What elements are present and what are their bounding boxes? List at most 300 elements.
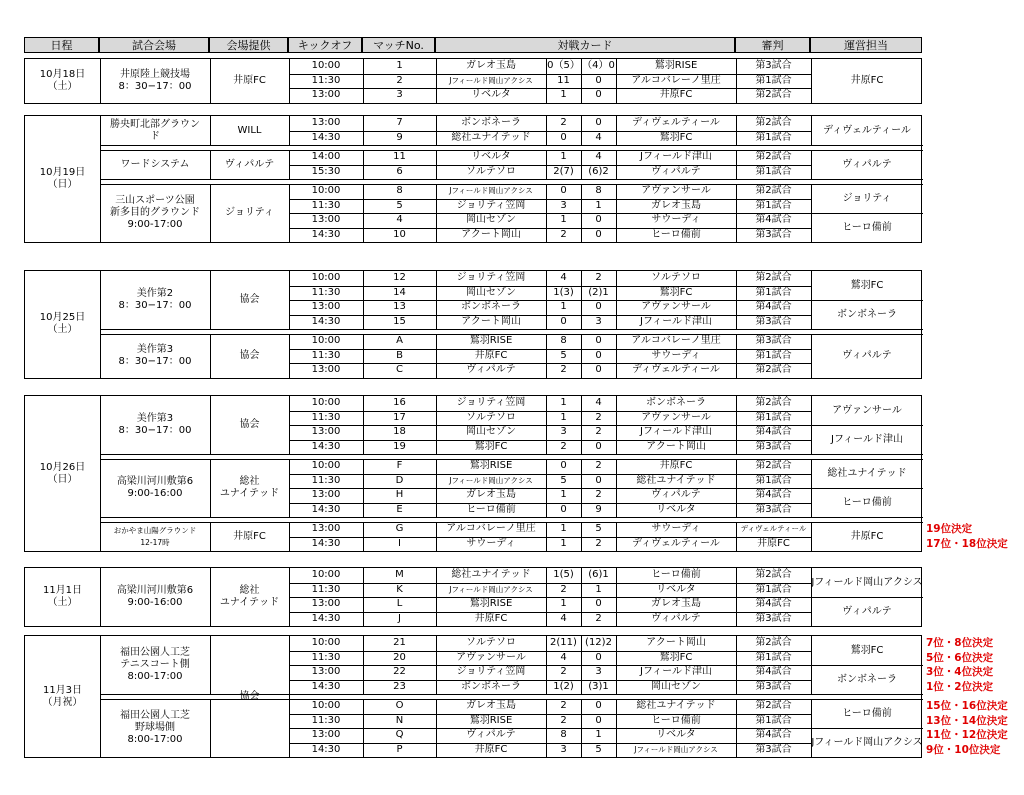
column-divider (363, 150, 364, 179)
column-divider (616, 568, 617, 626)
match-date: 10月25日 （土） (39, 312, 86, 336)
away-score: 0 (595, 89, 602, 101)
column-divider (363, 116, 364, 145)
column-divider (581, 522, 582, 551)
column-divider (616, 522, 617, 551)
column-divider (210, 522, 211, 551)
row-divider (289, 743, 811, 744)
away-team: 鷲羽FC (659, 651, 693, 663)
home-team: ソルテソロ (466, 165, 516, 177)
column-divider (289, 184, 290, 242)
row-divider (811, 665, 923, 666)
kickoff-time: 13:00 (311, 523, 341, 535)
match-number: 20 (393, 651, 406, 663)
away-score: 0 (595, 714, 602, 726)
match-venue: 美作第2 8：30−17：00 (118, 288, 192, 311)
column-divider (363, 184, 364, 242)
home-score: 1 (560, 523, 567, 535)
column-divider (289, 636, 290, 757)
match-number: 8 (396, 185, 403, 197)
placement-note: 15位・16位決定 (926, 700, 1008, 712)
referee-assignment: 第2試合 (755, 89, 792, 101)
home-team: 岡山セゾン (466, 286, 516, 298)
referee-assignment: 第2試合 (755, 460, 792, 472)
home-team: Jフィールド岡山アクシス (449, 584, 533, 594)
match-venue: 美作第3 8：30−17：00 (118, 413, 192, 436)
referee-assignment: 第3試合 (755, 335, 792, 347)
away-team: 井原FC (659, 460, 693, 472)
home-team: ガレオ玉島 (466, 489, 516, 501)
match-number: K (396, 583, 403, 595)
row-divider (289, 228, 811, 229)
venue-provider: 協会 (239, 690, 260, 702)
header-venue: 試合会場 (99, 37, 209, 53)
column-divider (436, 636, 437, 694)
home-score: 2 (560, 364, 567, 376)
row-divider (289, 88, 811, 89)
row-divider (289, 74, 811, 75)
home-team: Jフィールド岡山アクシス (449, 475, 533, 485)
operation-staff: ヒーロ備前 (842, 221, 892, 233)
home-team: 岡山セゾン (466, 426, 516, 438)
kickoff-time: 10:00 (311, 460, 341, 472)
away-team: アクート岡山 (646, 637, 706, 649)
column-divider (736, 116, 737, 145)
match-number: 7 (396, 117, 403, 129)
column-divider (436, 568, 437, 626)
away-team: 総社ユナイテッド (636, 700, 716, 712)
column-divider (736, 459, 737, 517)
column-divider (436, 116, 437, 145)
referee-assignment: 第3試合 (755, 440, 792, 452)
column-divider (736, 636, 737, 694)
row-divider (289, 728, 811, 729)
match-number: 2 (396, 74, 403, 86)
referee-assignment: 第2試合 (755, 569, 792, 581)
away-score: 5 (595, 523, 602, 535)
row-divider (811, 300, 923, 301)
referee-assignment: 第4試合 (755, 301, 792, 313)
kickoff-time: 11:30 (311, 714, 341, 726)
placement-note: 11位・12位決定 (926, 729, 1008, 741)
column-divider (289, 334, 290, 378)
away-score: 8 (595, 185, 602, 197)
referee-assignment: 第3試合 (755, 315, 792, 327)
row-divider (289, 165, 811, 166)
column-divider (581, 396, 582, 454)
match-number: E (396, 503, 403, 515)
away-team: 井原FC (659, 89, 693, 101)
row-divider (811, 213, 923, 214)
column-divider (289, 396, 290, 454)
column-divider (546, 699, 547, 757)
match-number: J (398, 612, 401, 624)
column-divider (210, 568, 211, 626)
home-score: 2 (560, 228, 567, 240)
column-divider (811, 522, 812, 551)
row-divider (289, 425, 811, 426)
column-divider (581, 699, 582, 757)
away-score: （4）0 (582, 60, 615, 72)
home-score: 0 (560, 460, 567, 472)
operation-staff: ヒーロ備前 (842, 496, 892, 508)
away-score: 2 (595, 426, 602, 438)
row-divider (811, 728, 923, 729)
home-team: リベルタ (471, 89, 511, 101)
operation-staff: ヴィパルテ (842, 349, 892, 361)
home-team: 井原FC (474, 612, 508, 624)
column-divider (210, 334, 211, 378)
home-score: 1(5) (553, 569, 574, 581)
home-team: ガレオ玉島 (466, 60, 516, 72)
column-divider (546, 150, 547, 179)
kickoff-time: 10:00 (311, 272, 341, 284)
referee-assignment: 第1試合 (755, 74, 792, 86)
row-divider (289, 131, 811, 132)
row-divider (289, 213, 811, 214)
away-score: 3 (595, 315, 602, 327)
column-divider (546, 184, 547, 242)
row-divider (289, 665, 811, 666)
row-divider (289, 537, 811, 538)
header-matchup: 対戦カード (435, 37, 735, 53)
match-number: N (395, 714, 404, 726)
operation-staff: Jフィールド津山 (831, 433, 903, 445)
header-kickoff: キックオフ (288, 37, 362, 53)
row-divider (289, 714, 811, 715)
referee-assignment: 第3試合 (755, 612, 792, 624)
away-team: ヴィパルテ (651, 489, 701, 501)
match-date: 11月3日 （月祝） (42, 684, 83, 708)
column-divider (736, 568, 737, 626)
column-divider (616, 271, 617, 329)
home-team: ジョリティ笠岡 (456, 666, 526, 678)
operation-staff: ボンボネーラ (837, 673, 897, 685)
away-team: 鷲羽FC (659, 286, 693, 298)
away-score: 4 (595, 397, 602, 409)
away-score: 5 (595, 743, 602, 755)
referee-assignment: 第2試合 (755, 364, 792, 376)
away-team: アヴァンサール (641, 301, 711, 313)
row-divider (100, 454, 923, 455)
column-divider (616, 396, 617, 454)
home-score: 4 (560, 272, 567, 284)
home-score: 1 (560, 301, 567, 313)
kickoff-time: 10:00 (311, 397, 341, 409)
away-score: (3)1 (588, 680, 609, 692)
home-score: 0 (560, 315, 567, 327)
match-number: H (395, 489, 404, 501)
match-venue: 勝央町北部グラウン ド (110, 118, 200, 142)
home-team: 岡山セゾン (466, 214, 516, 226)
away-team: サウーディ (651, 349, 701, 361)
match-number: L (396, 598, 403, 610)
row-divider (289, 363, 811, 364)
match-date: 10月26日 （日） (39, 461, 86, 485)
match-number: 14 (393, 286, 406, 298)
home-score: 3 (560, 426, 567, 438)
match-number: 18 (393, 426, 406, 438)
home-score: 2 (560, 700, 567, 712)
home-team: 鷲羽RISE (469, 714, 513, 726)
row-divider (811, 597, 923, 598)
home-team: ジョリティ笠岡 (456, 397, 526, 409)
away-score: 2 (595, 460, 602, 472)
column-divider (736, 59, 737, 103)
home-team: ソルテソロ (466, 411, 516, 423)
referee-assignment: 第1試合 (755, 349, 792, 361)
column-divider (436, 699, 437, 757)
row-divider (100, 694, 923, 695)
away-team: リベルタ (656, 729, 696, 741)
column-divider (436, 396, 437, 454)
column-divider (363, 396, 364, 454)
venue-provider: WILL (237, 124, 262, 136)
match-number: 9 (396, 131, 403, 143)
away-team: リベルタ (656, 503, 696, 515)
match-number: M (395, 569, 404, 581)
row-divider (289, 349, 811, 350)
referee-assignment: 第1試合 (755, 411, 792, 423)
row-divider (289, 680, 811, 681)
column-divider (811, 116, 812, 145)
row-divider (100, 145, 923, 146)
away-team: ガレオ玉島 (651, 598, 701, 610)
placement-note: 5位・6位決定 (926, 651, 994, 664)
away-team: アクート岡山 (646, 440, 706, 452)
column-divider (581, 459, 582, 517)
column-divider (811, 334, 812, 378)
match-venue: 三山スポーツ公園 新多目的グラウンド 9:00-17:00 (110, 195, 200, 230)
row-divider (100, 329, 923, 330)
kickoff-time: 13:00 (311, 426, 341, 438)
schedule-block (24, 567, 922, 627)
row-divider (100, 179, 923, 180)
kickoff-time: 14:30 (311, 537, 341, 549)
referee-assignment: 第3試合 (755, 680, 792, 692)
venue-provider: 協会 (239, 419, 260, 430)
row-divider (100, 517, 923, 518)
home-score: 2 (560, 583, 567, 595)
schedule-block (24, 115, 922, 243)
away-team: ボンボネーラ (646, 397, 706, 409)
home-score: 1 (560, 411, 567, 423)
operation-staff: 井原FC (850, 530, 884, 542)
home-team: アヴァンサール (456, 651, 526, 663)
column-divider (616, 459, 617, 517)
away-team: Jフィールド津山 (640, 151, 712, 163)
match-number: A (396, 335, 403, 347)
schedule-block (24, 635, 922, 758)
column-divider (210, 184, 211, 242)
home-team: ジョリティ笠岡 (456, 199, 526, 211)
column-divider (616, 636, 617, 694)
away-team: ディヴェルティール (632, 537, 720, 549)
row-divider (289, 411, 811, 412)
referee-assignment: 第1試合 (755, 131, 792, 143)
home-team: 総社ユナイテッド (451, 131, 531, 143)
home-score: 4 (560, 612, 567, 624)
referee-assignment: 第2試合 (755, 700, 792, 712)
venue-provider: ジョリティ (225, 207, 274, 218)
away-team: アヴァンサール (641, 411, 711, 423)
away-team: ガレオ玉島 (651, 199, 701, 211)
match-number: C (396, 364, 403, 376)
row-divider (289, 300, 811, 301)
kickoff-time: 13:00 (311, 666, 341, 678)
away-team: ヴィパルテ (651, 165, 701, 177)
column-divider (436, 271, 437, 329)
column-divider (736, 271, 737, 329)
away-team: Jフィールド津山 (640, 666, 712, 678)
home-score: 2 (560, 117, 567, 129)
kickoff-time: 11:30 (311, 286, 341, 298)
referee-assignment: 第1試合 (755, 651, 792, 663)
home-score: 3 (560, 743, 567, 755)
kickoff-time: 15:30 (311, 165, 341, 177)
column-divider (210, 396, 211, 454)
match-number: 19 (393, 440, 406, 452)
referee-assignment: 第4試合 (755, 729, 792, 741)
home-score: 2 (560, 714, 567, 726)
row-divider (811, 488, 923, 489)
referee-assignment: 第3試合 (755, 743, 792, 755)
match-number: 6 (396, 165, 403, 177)
column-divider (289, 59, 290, 103)
operation-staff: ディヴェルティール (823, 124, 911, 136)
operation-staff: ヒーロ備前 (842, 707, 892, 719)
kickoff-time: 10:00 (311, 185, 341, 197)
placement-note: 1位・2位決定 (926, 680, 994, 693)
match-number: 17 (393, 411, 406, 423)
column-divider (811, 636, 812, 694)
away-score: 3 (595, 666, 602, 678)
away-score: 0 (595, 440, 602, 452)
home-team: ヒーロ備前 (466, 503, 516, 515)
match-number: Q (395, 729, 404, 741)
kickoff-time: 11:30 (311, 74, 341, 86)
home-team: 井原FC (474, 349, 508, 361)
column-divider (289, 271, 290, 329)
home-team: ジョリティ笠岡 (456, 272, 526, 284)
away-team: 総社ユナイテッド (636, 474, 716, 486)
home-team: リベルタ (471, 151, 511, 163)
home-score: 2(7) (553, 165, 574, 177)
referee-assignment: 第1試合 (755, 583, 792, 595)
kickoff-time: 13:00 (311, 117, 341, 129)
referee-assignment: 第1試合 (755, 199, 792, 211)
row-divider (289, 583, 811, 584)
referee-assignment: 井原FC (757, 537, 790, 549)
column-divider (436, 184, 437, 242)
home-team: 鷲羽RISE (469, 335, 513, 347)
kickoff-time: 13:00 (311, 489, 341, 501)
column-divider (210, 459, 211, 517)
operation-staff: Jフィールド岡山アクシス (811, 576, 923, 588)
column-divider (210, 271, 211, 329)
home-score: 1 (560, 397, 567, 409)
column-divider (736, 184, 737, 242)
column-divider (616, 699, 617, 757)
column-divider (436, 522, 437, 551)
away-score: 1 (595, 729, 602, 741)
row-divider (289, 597, 811, 598)
away-score: 0 (595, 598, 602, 610)
column-divider (363, 522, 364, 551)
column-divider (811, 184, 812, 242)
referee-assignment: 第3試合 (755, 228, 792, 240)
kickoff-time: 14:30 (311, 315, 341, 327)
away-score: 2 (595, 489, 602, 501)
home-team: アルコバレーノ里庄 (446, 523, 536, 535)
match-venue: おかやま山陽グラウンド 12-17時 (113, 525, 197, 547)
match-number: 21 (393, 637, 406, 649)
kickoff-time: 13:00 (311, 598, 341, 610)
match-venue: ワードシステム (120, 158, 190, 170)
home-team: ボンボネーラ (461, 301, 521, 313)
column-divider (363, 271, 364, 329)
venue-provider: 協会 (239, 349, 260, 361)
referee-assignment: 第2試合 (755, 272, 792, 284)
column-divider (581, 184, 582, 242)
operation-staff: Jフィールド岡山アクシス (811, 736, 923, 748)
header-date: 日程 (24, 37, 99, 53)
match-number: P (396, 743, 403, 755)
home-team: 鷲羽RISE (469, 460, 513, 472)
kickoff-time: 14:30 (311, 131, 341, 143)
column-divider (546, 636, 547, 694)
home-score: 1 (560, 489, 567, 501)
match-number: 3 (396, 89, 403, 101)
away-team: アルコバレーノ里庄 (631, 335, 721, 347)
operation-staff: ヴィパルテ (842, 158, 892, 170)
operation-staff: 総社ユナイテッド (827, 467, 907, 479)
schedule-block (24, 58, 922, 104)
kickoff-time: 11:30 (311, 411, 341, 423)
referee-assignment: 第3試合 (755, 60, 792, 72)
away-score: 1 (595, 583, 602, 595)
away-score: 0 (595, 364, 602, 376)
referee-assignment: 第1試合 (755, 714, 792, 726)
home-score: 11 (557, 74, 570, 86)
column-divider (546, 568, 547, 626)
row-divider (289, 440, 811, 441)
referee-assignment: 第2試合 (755, 637, 792, 649)
home-team: 鷲羽RISE (469, 598, 513, 610)
match-date: 11月1日 （土） (42, 585, 83, 608)
home-team: 総社ユナイテッド (451, 569, 531, 581)
column-divider (546, 396, 547, 454)
match-number: B (396, 349, 403, 361)
column-divider (546, 59, 547, 103)
placement-note: 9位・10位決定 (926, 743, 1001, 756)
away-score: 2 (595, 411, 602, 423)
home-score: 1(3) (553, 286, 574, 298)
row-divider (289, 651, 811, 652)
match-number: 12 (393, 272, 406, 284)
row-divider (289, 503, 811, 504)
match-number: 1 (396, 60, 403, 72)
home-score: 3 (560, 199, 567, 211)
referee-assignment: 第3試合 (755, 503, 792, 515)
away-score: 2 (595, 537, 602, 549)
kickoff-time: 11:30 (311, 651, 341, 663)
match-number: 13 (393, 301, 406, 313)
home-team: ボンボネーラ (461, 680, 521, 692)
column-divider (811, 150, 812, 179)
column-divider (546, 116, 547, 145)
operation-staff: ヴィパルテ (842, 605, 892, 617)
